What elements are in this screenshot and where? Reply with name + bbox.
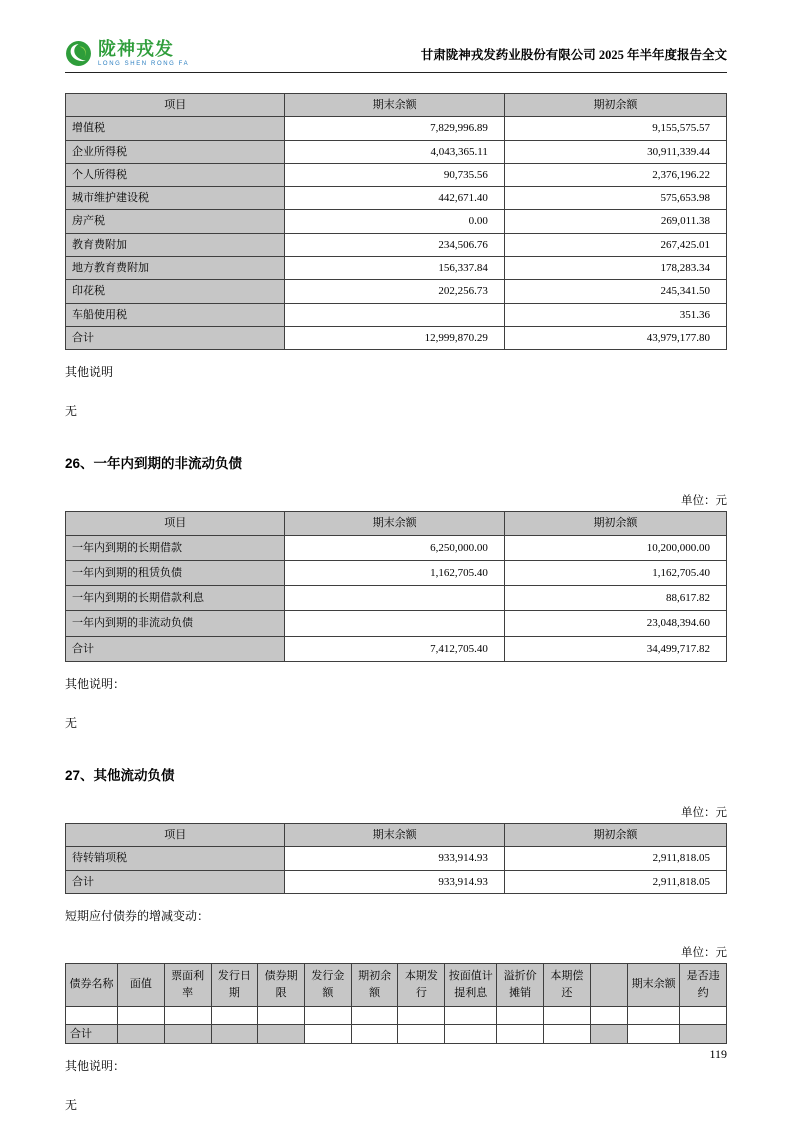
col-header-item: 项目 [66,512,285,535]
logo-subtext: LONG SHEN RONG FA [98,60,190,67]
bond-changes-caption: 短期应付债券的增减变动： [65,908,210,923]
other-note-label: 其他说明 [65,365,114,380]
table-header-row [66,824,727,847]
logo-text-block [98,40,189,67]
col-header-ending-balance: 期末余额 [285,512,504,535]
section-27-title: 27、其他流动负债 [65,768,175,784]
logo-leaf-icon [65,40,92,67]
col-header-beginning-balance: 期初余额 [504,824,726,847]
bond-cell [445,1025,497,1044]
table-row [66,163,727,186]
row-value-cell: 351.36 [504,303,726,326]
bond-cell [66,1007,118,1025]
col-header-ending-balance: 期末余额 [285,824,504,847]
row-value-cell: 88,617.82 [504,586,726,611]
bond-cell [680,1007,727,1025]
row-label-cell: 城市维护建设税 [66,187,285,210]
row-value-cell: 30,911,339.44 [504,140,726,163]
row-value-cell: 0.00 [285,210,504,233]
tax-table [65,93,727,350]
col-header-beginning-balance: 期初余额 [504,94,726,117]
bond-cell [118,1025,165,1044]
row-value-cell: 245,341.50 [504,280,726,303]
row-value-cell: 12,999,870.29 [285,326,504,349]
bond-cell [590,1007,627,1025]
section-27-note-label: 其他说明： [65,1059,126,1074]
row-value-cell: 1,162,705.40 [285,560,504,585]
row-value-cell: 933,914.93 [285,870,504,893]
bond-cell [590,1025,627,1044]
row-value-cell: 442,671.40 [285,187,504,210]
row-value-cell: 23,048,394.60 [504,611,726,636]
unit-label-bond: 单位：元 [681,946,727,959]
noncurrent-liabilities-table [65,511,727,662]
row-label-cell: 印花税 [66,280,285,303]
table-row [66,847,727,870]
row-label-cell: 房产税 [66,210,285,233]
col-beginning-balance: 期初余额 [351,963,398,1006]
row-value-cell: 178,283.34 [504,257,726,280]
row-value-cell [285,303,504,326]
bond-cell [544,1007,591,1025]
row-value-cell: 7,412,705.40 [285,636,504,661]
row-label-cell: 一年内到期的长期借款利息 [66,586,285,611]
bond-cell [305,1025,352,1044]
table-row [66,280,727,303]
section-26-title: 26、一年内到期的非流动负债 [65,456,243,472]
col-blank [590,963,627,1006]
bond-cell [628,1025,680,1044]
page-number: 119 [709,1047,727,1061]
row-label-cell: 一年内到期的长期借款 [66,535,285,560]
row-value-cell: 7,829,996.89 [285,117,504,140]
row-label-cell: 教育费附加 [66,233,285,256]
other-note-value: 无 [65,404,78,419]
col-interest-at-face: 按面值计提利息 [445,963,497,1006]
bond-cell [211,1007,258,1025]
table-row [66,257,727,280]
col-header-item: 项目 [66,824,285,847]
page-header [65,40,727,73]
row-value-cell: 9,155,575.57 [504,117,726,140]
section-27-note-value: 无 [65,1098,78,1113]
row-value-cell: 234,506.76 [285,233,504,256]
section-26-note-value: 无 [65,716,78,731]
row-value-cell: 269,011.38 [504,210,726,233]
table-row [66,560,727,585]
row-value-cell: 1,162,705.40 [504,560,726,585]
bond-cell [305,1007,352,1025]
col-bond-name: 债券名称 [66,963,118,1006]
bond-cell [445,1007,497,1025]
row-value-cell: 6,250,000.00 [285,535,504,560]
bond-cell [164,1025,211,1044]
row-label-cell: 一年内到期的非流动负债 [66,611,285,636]
row-label-cell: 合计 [66,636,285,661]
bond-cell [398,1025,445,1044]
row-value-cell [285,611,504,636]
bond-cell [118,1007,165,1025]
col-coupon-rate: 票面利率 [164,963,211,1006]
table-row [66,326,727,349]
row-value-cell: 43,979,177.80 [504,326,726,349]
table-row [66,117,727,140]
bond-total-row [66,1025,727,1044]
bond-changes-table [65,963,727,1044]
other-current-liabilities-table [65,823,727,894]
table-row [66,636,727,661]
bond-cell [628,1007,680,1025]
table-row [66,586,727,611]
row-value-cell: 2,911,818.05 [504,870,726,893]
section-26-note-label: 其他说明： [65,677,126,692]
col-header-ending-balance: 期末余额 [285,94,504,117]
col-face-value: 面值 [118,963,165,1006]
row-value-cell: 4,043,365.11 [285,140,504,163]
bond-cell [680,1025,727,1044]
row-value-cell: 267,425.01 [504,233,726,256]
table-row [66,140,727,163]
row-value-cell: 34,499,717.82 [504,636,726,661]
row-value-cell: 202,256.73 [285,280,504,303]
table-row [66,210,727,233]
row-label-cell: 地方教育费附加 [66,257,285,280]
report-title: 甘肃陇神戎发药业股份有限公司 2025 年半年度报告全文 [420,47,727,62]
row-value-cell: 2,911,818.05 [504,847,726,870]
col-issue-amount: 发行金额 [305,963,352,1006]
col-header-beginning-balance: 期初余额 [504,512,726,535]
row-label-cell: 个人所得税 [66,163,285,186]
row-label-cell: 一年内到期的租赁负债 [66,560,285,585]
row-label-cell: 合计 [66,326,285,349]
table-row [66,870,727,893]
table-row [66,303,727,326]
bond-cell [497,1007,544,1025]
bond-cell [164,1007,211,1025]
bond-cell [211,1025,258,1044]
bond-cell [398,1007,445,1025]
row-label-cell: 合计 [66,1025,118,1044]
bond-table-header-row [66,963,727,1006]
bond-cell [258,1025,305,1044]
col-current-repayment: 本期偿还 [544,963,591,1006]
table-row [66,187,727,210]
row-label-cell: 车船使用税 [66,303,285,326]
col-header-item: 项目 [66,94,285,117]
col-issue-date: 发行日期 [211,963,258,1006]
table-row [66,233,727,256]
col-current-issue: 本期发行 [398,963,445,1006]
bond-cell [258,1007,305,1025]
bond-cell [544,1025,591,1044]
unit-label-26: 单位：元 [681,495,727,508]
table-header-row [66,512,727,535]
bond-empty-row [66,1007,727,1025]
table-row [66,535,727,560]
row-value-cell: 156,337.84 [285,257,504,280]
unit-label-27: 单位：元 [681,807,727,820]
row-label-cell: 合计 [66,870,285,893]
table-row [66,611,727,636]
row-label-cell: 待转销项税 [66,847,285,870]
bond-cell [351,1025,398,1044]
col-premium-amortization: 溢折价摊销 [497,963,544,1006]
row-label-cell: 企业所得税 [66,140,285,163]
row-value-cell: 575,653.98 [504,187,726,210]
row-value-cell: 933,914.93 [285,847,504,870]
bond-cell [351,1007,398,1025]
col-ending-balance: 期末余额 [628,963,680,1006]
company-logo [65,40,189,67]
bond-cell [497,1025,544,1044]
row-value-cell [285,586,504,611]
col-default-flag: 是否违约 [680,963,727,1006]
table-header-row [66,94,727,117]
row-value-cell: 10,200,000.00 [504,535,726,560]
row-value-cell: 2,376,196.22 [504,163,726,186]
row-value-cell: 90,735.56 [285,163,504,186]
col-bond-term: 债券期限 [258,963,305,1006]
logo-text: 陇神戎发 [98,39,174,60]
row-label-cell: 增值税 [66,117,285,140]
